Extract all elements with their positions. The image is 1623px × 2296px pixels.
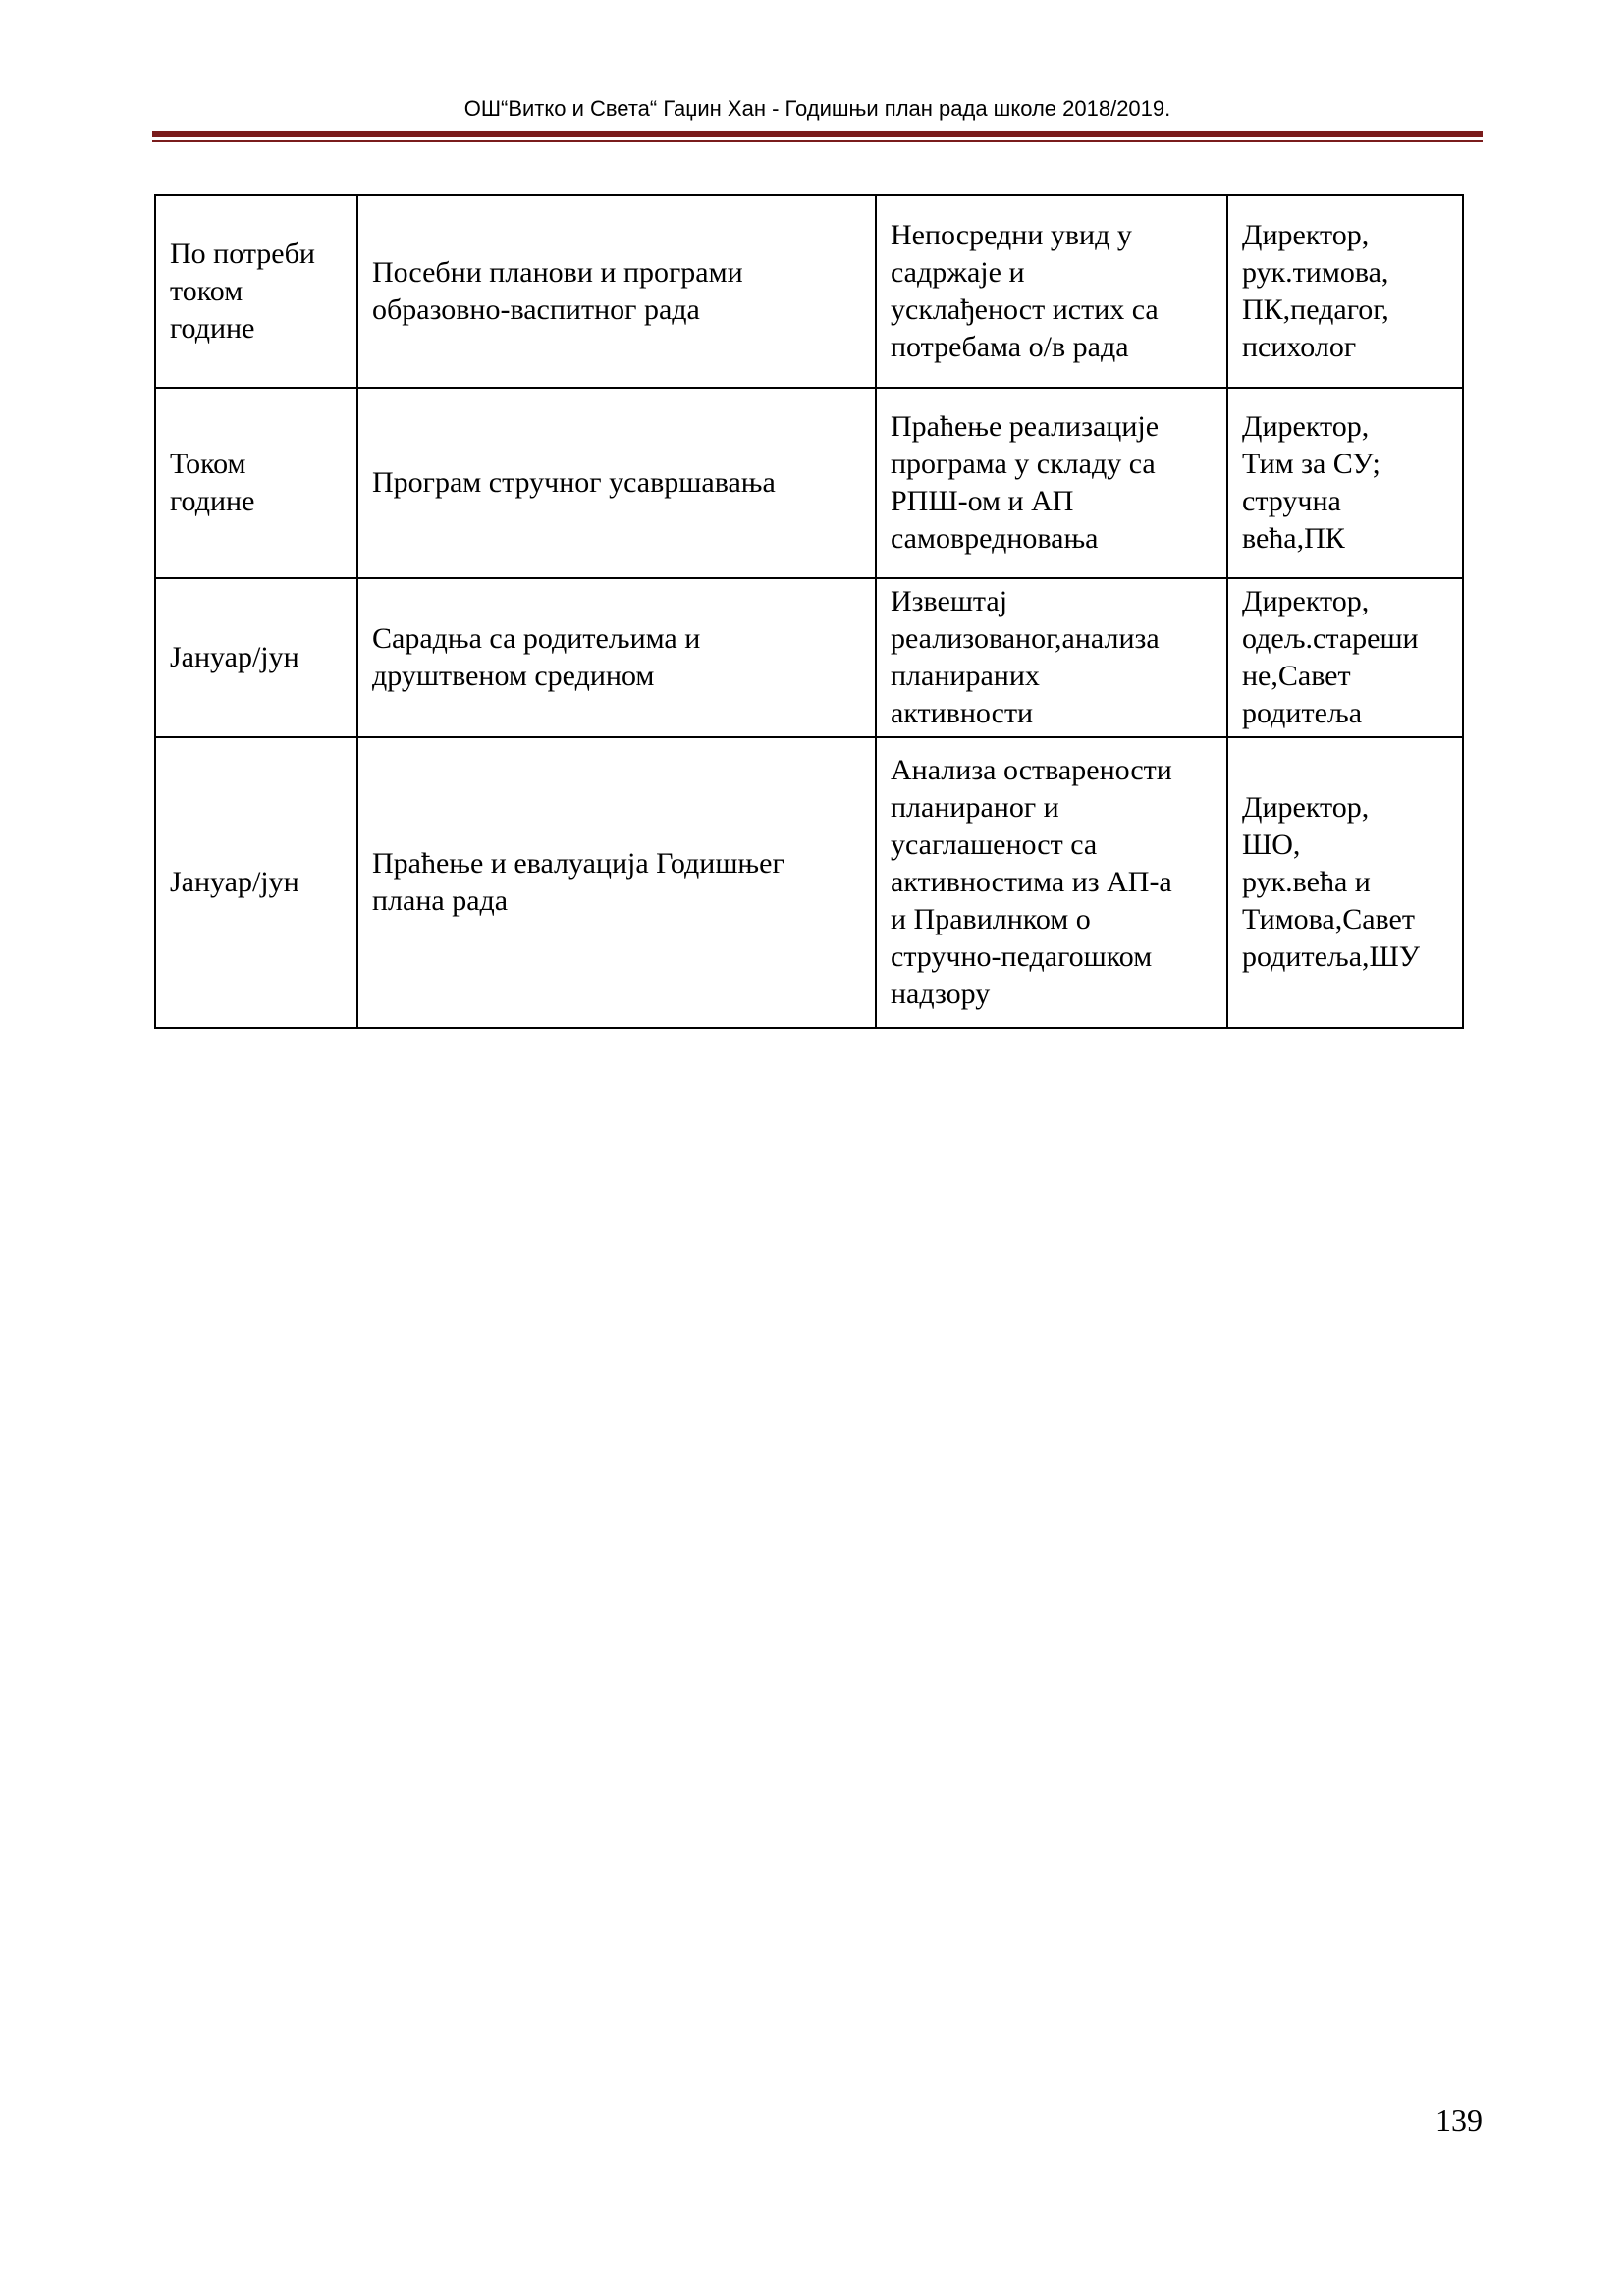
method-text: Извештај реализованог,анализа планираних активности — [891, 585, 1160, 729]
header-rule-thin — [152, 140, 1483, 142]
responsible-text: Директор, одељ.стареши не,Савет родитеља — [1242, 585, 1419, 729]
time-cell — [155, 388, 357, 578]
activity-text: Програм стручног усавршавања — [372, 466, 776, 499]
responsible-cell — [1227, 195, 1463, 388]
method-cell — [876, 195, 1227, 388]
activity-cell — [357, 388, 876, 578]
method-text: Праћење реализације програма у складу са РПШ-ом и АП самовредновања — [891, 410, 1160, 555]
responsible-cell — [1227, 737, 1463, 1028]
time-text: Током године — [170, 448, 255, 517]
activity-cell — [357, 195, 876, 388]
method-cell — [876, 737, 1227, 1028]
table-row — [155, 578, 1463, 737]
page-number: 139 — [1435, 2103, 1483, 2138]
responsible-text: Директор, Тим за СУ; стручна већа,ПК — [1242, 410, 1380, 555]
time-cell — [155, 578, 357, 737]
responsible-cell — [1227, 578, 1463, 737]
method-cell — [876, 388, 1227, 578]
table-row — [155, 737, 1463, 1028]
method-cell — [876, 578, 1227, 737]
time-cell — [155, 195, 357, 388]
table-row — [155, 388, 1463, 578]
time-text: По потреби током године — [170, 238, 315, 345]
method-text: Непосредни увид у садржаје и усклађеност истих са потребама о/в рада — [891, 219, 1159, 363]
activity-text: Сарадња са родитељима и друштвеном средином — [372, 622, 701, 692]
time-text: Јануар/јун — [170, 866, 299, 898]
time-text: Јануар/јун — [170, 641, 299, 673]
plan-table — [154, 194, 1464, 1029]
activity-cell — [357, 737, 876, 1028]
header-rule-thick — [152, 131, 1483, 137]
activity-text: Праћење и евалуација Годишњег плана рада — [372, 847, 784, 917]
activity-cell — [357, 578, 876, 737]
method-text: Анализа остварености планираног и усаглашеност са активностима из АП-а и Правилнком о стручно-педагошком надзору — [891, 754, 1172, 1010]
time-cell — [155, 737, 357, 1028]
page-header-title: ОШ“Витко и Света“ Гаџин Хан - Годишњи план рада школе 2018/2019. — [463, 96, 1171, 121]
activity-text: Посебни планови и програми образовно-васпитног рада — [372, 256, 743, 326]
table-row — [155, 195, 1463, 388]
responsible-text: Директор, ШО, рук.већа и Тимова,Савет родитеља,ШУ — [1242, 791, 1421, 973]
responsible-cell — [1227, 388, 1463, 578]
responsible-text: Директор, рук.тимова, ПК,педагог, психолог — [1242, 219, 1389, 363]
